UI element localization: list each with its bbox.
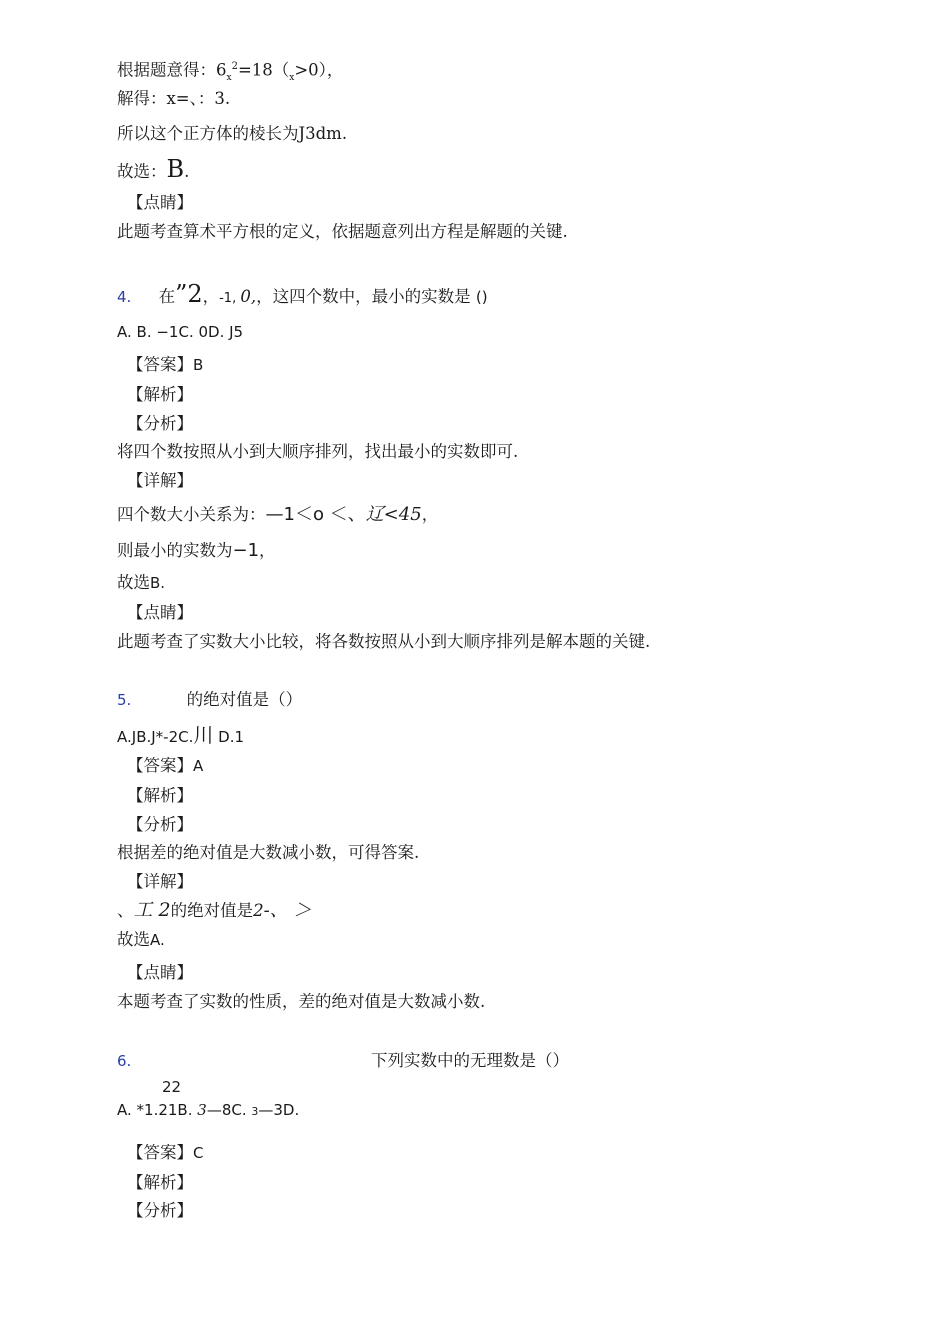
q6-fraction-numerator: 22	[162, 1078, 182, 1096]
q4-choice: 故选B.	[117, 573, 166, 592]
q4-detail-min: 则最小的实数为−1，	[117, 540, 276, 561]
q3-equation-line: 根据题意得：$6_x^2=18(_x>0)$，	[117, 60, 344, 83]
q6-fenxi-label: 【分析】	[127, 1201, 193, 1220]
q5-fenxi-label: 【分析】	[127, 815, 193, 834]
q5-analysis: 根据差的绝对值是大数减小数，可得答案.	[117, 843, 420, 862]
q4-xiangjie-label: 【详解】	[127, 471, 193, 490]
q3-solution-line: 解得：x=、：3.	[117, 89, 231, 108]
q5-detail: 、工 2的绝对值是2-、 ＞	[117, 899, 312, 921]
q4-number: 4.	[117, 288, 132, 306]
q4-summary: 此题考查了实数大小比较，将各数按照从小到大顺序排列是解本题的关键.	[117, 632, 651, 651]
q5-answer: 【答案】A	[127, 756, 204, 775]
q6-options: A. *1.21B. 3—8C. 3—3D.	[117, 1101, 300, 1119]
q5-dianjing-label: 【点睛】	[127, 963, 193, 982]
q3-conclusion-line: 所以这个正方体的棱长为J3dm.	[117, 124, 348, 143]
q5-summary: 本题考查了实数的性质，差的绝对值是大数减小数.	[117, 992, 486, 1011]
q4-dianjing-label: 【点睛】	[127, 603, 193, 622]
q5-choice: 故选A.	[117, 930, 165, 949]
q6-answer: 【答案】C	[127, 1143, 204, 1162]
q4-options: A. B. −1C. 0D. J5	[117, 323, 244, 341]
q3-dianjing-label: 【点睛】	[127, 193, 193, 212]
q4-analysis: 将四个数按照从小到大顺序排列，找出最小的实数即可.	[117, 442, 519, 461]
q5-jiexi-label: 【解析】	[127, 786, 193, 805]
q4-stem: 4. 在”2，-1, 0,，这四个数中，最小的实数是 ()	[117, 280, 488, 308]
q5-xiangjie-label: 【详解】	[127, 872, 193, 891]
q6-jiexi-label: 【解析】	[127, 1173, 193, 1192]
q4-jiexi-label: 【解析】	[127, 385, 193, 404]
q4-fenxi-label: 【分析】	[127, 414, 193, 433]
q4-detail-order: 四个数大小关系为：—1＜o ＜、辽<45，	[117, 504, 439, 525]
q6-number: 6.	[117, 1052, 132, 1070]
q3-summary: 此题考查算术平方根的定义，依据题意列出方程是解题的关键.	[117, 222, 568, 241]
q4-answer: 【答案】B	[127, 355, 204, 374]
q5-options: A.JB.J*-2C.川 D.1	[117, 723, 245, 747]
q5-stem: 5. 的绝对值是（）	[117, 690, 303, 709]
q5-number: 5.	[117, 691, 132, 709]
q3-choice-line: 故选：B.	[117, 155, 190, 183]
q6-stem: 下列实数中的无理数是（）	[371, 1051, 569, 1070]
